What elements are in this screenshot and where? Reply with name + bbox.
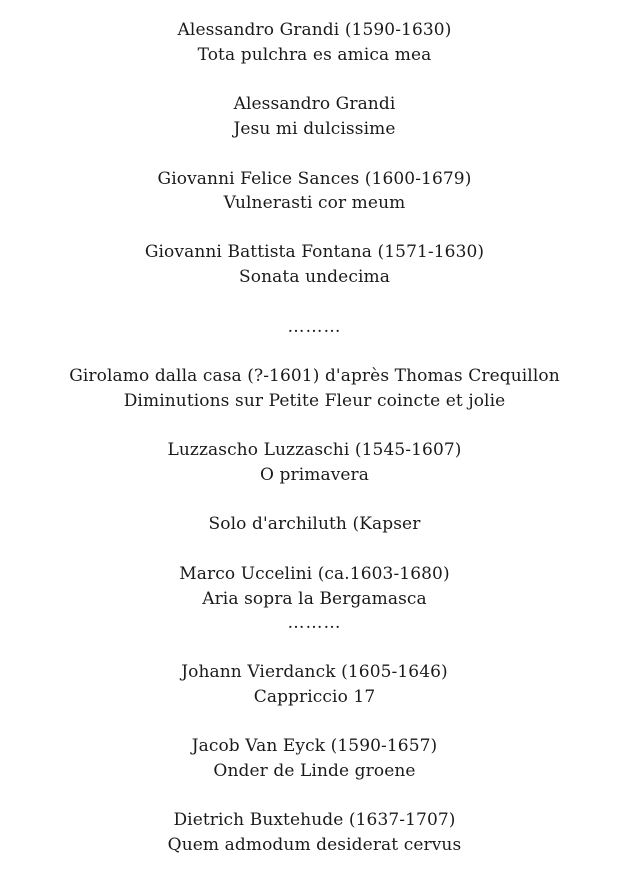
solo-line: Solo d'archiluth (Kapser [208,514,421,534]
composer-line: Dietrich Buxtehude (1637-1707) [173,810,456,830]
work-title: Onder de Linde groene [213,761,416,781]
composer-line: Johann Vierdanck (1605-1646) [181,662,448,682]
work-title: Tota pulchra es amica mea [197,45,432,65]
section-separator: ……… [287,317,342,337]
section-separator: ……… [287,613,342,633]
composer-line: Giovanni Battista Fontana (1571-1630) [144,242,485,262]
work-title: O primavera [259,465,370,485]
work-title: Sonata undecima [239,267,390,287]
composer-line: Jacob Van Eyck (1590-1657) [191,736,438,756]
composer-line: Giovanni Felice Sances (1600-1679) [157,169,472,189]
work-title: Vulnerasti cor meum [223,193,406,213]
work-title: Quem admodum desiderat cervus [167,835,462,855]
work-title: Jesu mi dulcissime [233,119,396,139]
composer-line: Marco Uccelini (ca.1603-1680) [179,564,450,584]
work-title: Diminutions sur Petite Fleur coincte et jolie [123,391,506,411]
composer-line: Alessandro Grandi (1590-1630) [177,20,452,40]
work-title: Cappriccio 17 [253,687,376,707]
composer-line: Girolamo dalla casa (?-1601) d'après Thomas Crequillon [69,366,560,386]
composer-line: Alessandro Grandi [233,94,396,114]
composer-line: Luzzascho Luzzaschi (1545-1607) [167,440,462,460]
work-title: Aria sopra la Bergamasca [202,589,427,609]
